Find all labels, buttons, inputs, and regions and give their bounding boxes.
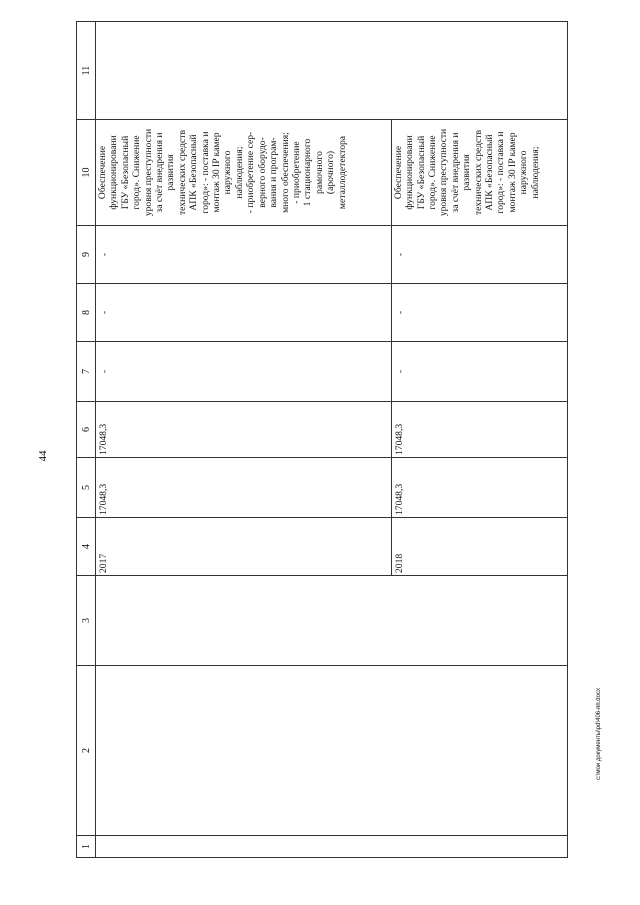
col-num-7: 7 bbox=[77, 342, 96, 402]
cell-col9: - bbox=[96, 226, 392, 284]
cell-col1 bbox=[96, 836, 568, 858]
cell-col7: - bbox=[96, 342, 392, 402]
col-num-5: 5 bbox=[77, 458, 96, 518]
col-num-4: 4 bbox=[77, 518, 96, 576]
cell-col8: - bbox=[391, 284, 567, 342]
col-num-8: 8 bbox=[77, 284, 96, 342]
col-num-9: 9 bbox=[77, 226, 96, 284]
data-table bbox=[76, 21, 568, 858]
cell-col6: 17048,3 bbox=[96, 402, 392, 458]
cell-description: Обеспечение функционировани ГБУ «Безопасный город». Снижение уровня преступности за счёт внедрения и развития технических средств АПК «Безопасный город»: - поставка и монтаж 30 IP камер наружного наблюдения; bbox=[391, 120, 567, 226]
cell-col9: - bbox=[391, 226, 567, 284]
cell-year: 2018 bbox=[391, 518, 567, 576]
cell-col6: 17048,3 bbox=[391, 402, 567, 458]
cell-col2 bbox=[96, 666, 568, 836]
cell-description: Обеспечение функционировани ГБУ «Безопасный город». Снижение уровня преступности за счёт внедрения и развития технических средств АПК «Безопасный город»: - поставка и монтаж 30 IP камер наружного наблюдения; - приобретение сер- верного оборудо- вания и програм- много обеспечения; - приобретение 1 стационарного рамочного (арочного) металлодетектора bbox=[96, 120, 392, 226]
col-num-2: 2 bbox=[77, 666, 96, 836]
cell-col5: 17048,3 bbox=[96, 458, 392, 518]
column-number-row bbox=[77, 22, 96, 858]
col-num-11: 11 bbox=[77, 22, 96, 120]
rotated-table-container bbox=[76, 22, 568, 858]
page-number: 44 bbox=[37, 450, 49, 462]
cell-col8: - bbox=[96, 284, 392, 342]
cell-col3 bbox=[96, 576, 568, 666]
col-num-10: 10 bbox=[77, 120, 96, 226]
footer-file-path: c:\мои документы\pd\406-пп.docx bbox=[596, 688, 602, 780]
cell-col11 bbox=[96, 22, 568, 120]
cell-col5: 17048,3 bbox=[391, 458, 567, 518]
table-row bbox=[96, 22, 392, 858]
cell-year: 2017 bbox=[96, 518, 392, 576]
col-num-3: 3 bbox=[77, 576, 96, 666]
col-num-6: 6 bbox=[77, 402, 96, 458]
col-num-1: 1 bbox=[77, 836, 96, 858]
cell-col7: - bbox=[391, 342, 567, 402]
